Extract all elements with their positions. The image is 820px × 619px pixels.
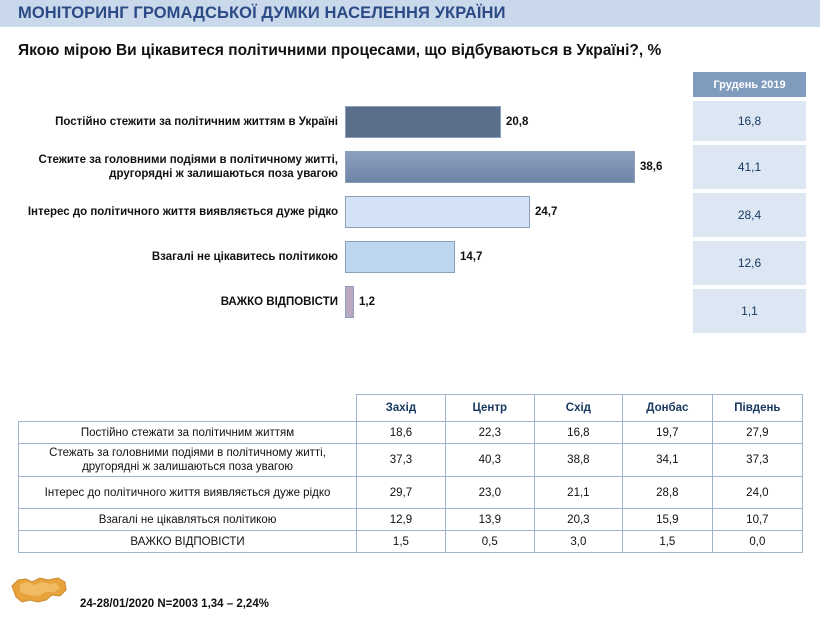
table-cell: 34,1 — [622, 444, 712, 477]
table-cell: 38,8 — [534, 444, 622, 477]
december-column — [693, 72, 806, 337]
december-value: 12,6 — [693, 241, 806, 285]
table-cell: 16,8 — [534, 422, 622, 444]
bar-fill — [345, 196, 530, 228]
ukraine-map-logo — [8, 570, 70, 612]
table-row — [19, 422, 803, 444]
table-header-cell: Центр — [445, 395, 534, 422]
table-cell: 18,6 — [357, 422, 446, 444]
table-header-cell: Донбас — [622, 395, 712, 422]
table-header-row — [19, 395, 803, 422]
bar-value: 20,8 — [506, 116, 529, 128]
table-cell: 12,9 — [357, 509, 446, 531]
table-cell: 1,5 — [357, 531, 446, 553]
bar-chart — [0, 100, 690, 330]
bar-value: 1,2 — [359, 296, 375, 308]
bar-label: ВАЖКО ВІДПОВІСТИ — [220, 296, 338, 308]
bar-track — [345, 235, 690, 279]
table-cell: 24,0 — [712, 477, 802, 509]
december-value: 16,8 — [693, 101, 806, 141]
chart-bar-row — [0, 100, 690, 144]
table-header-cell — [19, 395, 357, 422]
table-row — [19, 509, 803, 531]
table-row-label: Постійно стежати за політичним життям — [19, 422, 357, 444]
table-cell: 23,0 — [445, 477, 534, 509]
table-cell: 13,9 — [445, 509, 534, 531]
bar-label: Постійно стежити за політичним життям в Україні — [55, 116, 338, 128]
table-row — [19, 531, 803, 553]
bar-label: Взагалі не цікавитесь політикою — [151, 251, 338, 263]
table-cell: 21,1 — [534, 477, 622, 509]
bar-fill — [345, 286, 354, 318]
chart-bar-row — [0, 145, 690, 189]
table-cell: 19,7 — [622, 422, 712, 444]
bar-track — [345, 145, 690, 189]
table-cell: 40,3 — [445, 444, 534, 477]
table-cell: 29,7 — [357, 477, 446, 509]
bar-value: 14,7 — [460, 251, 483, 263]
table-cell: 20,3 — [534, 509, 622, 531]
regional-table-wrapper — [18, 394, 803, 553]
table-cell: 27,9 — [712, 422, 802, 444]
chart-bar-row — [0, 280, 690, 324]
december-value: 28,4 — [693, 193, 806, 237]
bar-fill — [345, 241, 455, 273]
table-row-label: Стежать за головними подіями в політичному житті, другорядні ж залишаються поза увагою — [19, 444, 357, 477]
chart-bar-row — [0, 190, 690, 234]
table-row — [19, 444, 803, 477]
page-title: МОНІТОРИНГ ГРОМАДСЬКОЇ ДУМКИ НАСЕЛЕННЯ УКРАЇНИ — [18, 4, 506, 22]
table-cell: 1,5 — [622, 531, 712, 553]
table-cell: 0,5 — [445, 531, 534, 553]
bar-label: Стежите за головними подіями в політичному житті, другорядні ж залишаються поза увагою — [38, 154, 338, 180]
bar-fill — [345, 106, 501, 138]
table-cell: 28,8 — [622, 477, 712, 509]
december-value: 1,1 — [693, 289, 806, 333]
footer-note: 24-28/01/2020 N=2003 1,34 – 2,24% — [80, 598, 269, 610]
table-cell: 3,0 — [534, 531, 622, 553]
table-header-cell: Захід — [357, 395, 446, 422]
december-column-header: Грудень 2019 — [693, 72, 806, 97]
table-row-label: Взагалі не цікавляться політикою — [19, 509, 357, 531]
bar-track — [345, 190, 690, 234]
table-header-cell: Південь — [712, 395, 802, 422]
bar-label: Інтерес до політичного життя виявляється дуже рідко — [27, 206, 338, 218]
table-cell: 0,0 — [712, 531, 802, 553]
december-value: 41,1 — [693, 145, 806, 189]
table-cell: 22,3 — [445, 422, 534, 444]
regional-table — [18, 394, 803, 553]
bar-value: 38,6 — [640, 161, 663, 173]
table-cell: 15,9 — [622, 509, 712, 531]
table-cell: 37,3 — [712, 444, 802, 477]
bar-track — [345, 280, 690, 324]
bar-fill — [345, 151, 635, 183]
table-row-label: ВАЖКО ВІДПОВІСТИ — [19, 531, 357, 553]
chart-bar-row — [0, 235, 690, 279]
table-cell: 37,3 — [357, 444, 446, 477]
bar-value: 24,7 — [535, 206, 558, 218]
question-text: Якою мірою Ви цікавитеся політичними процесами, що відбуваються в Україні?, % — [18, 42, 662, 59]
bar-track — [345, 100, 690, 144]
table-row — [19, 477, 803, 509]
table-header-cell: Схід — [534, 395, 622, 422]
table-row-label: Інтерес до політичного життя виявляється дуже рідко — [19, 477, 357, 509]
table-cell: 10,7 — [712, 509, 802, 531]
